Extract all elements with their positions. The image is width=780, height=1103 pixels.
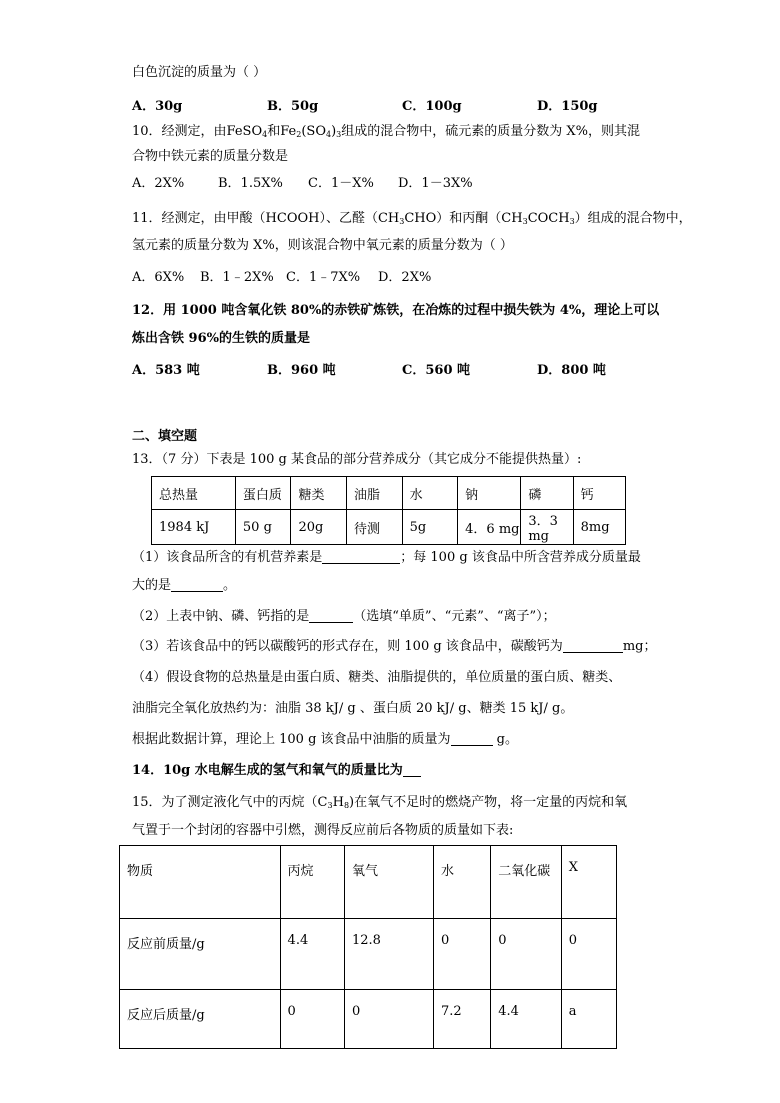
q10-text-a: 10．经测定，由 xyxy=(132,124,227,139)
q13-p1-text-b: ；每 100 g 该食品中所含营养成分质量最 xyxy=(400,550,641,565)
subscript: 2 xyxy=(296,130,302,139)
table-cell: 3．3 mg xyxy=(521,510,573,545)
answer-blank[interactable] xyxy=(171,577,223,592)
q13-part1-line2 xyxy=(132,577,236,595)
q13-p2-text-a: （2）上表中钠、磷、钙指的是 xyxy=(132,609,310,624)
subscript: 3 xyxy=(399,217,405,226)
table-header-cell: 水 xyxy=(402,477,458,510)
table-header-cell: 物质 xyxy=(120,846,281,919)
q13-part1-line1 xyxy=(132,549,641,567)
formula-part: (SO xyxy=(301,124,326,139)
table-header-cell: 糖类 xyxy=(291,477,347,510)
q13-p4-text-a: 根据此数据计算，理论上 100 g 该食品中油脂的质量为 xyxy=(132,732,451,747)
nutrition-table xyxy=(151,476,626,545)
q13-p1-text-d: 。 xyxy=(223,578,237,593)
table-row xyxy=(120,846,617,919)
q9-tail: 白色沉淀的质量为（ ） xyxy=(132,65,267,80)
answer-blank[interactable] xyxy=(563,638,623,653)
q11-option-c: C．1﹣7X% xyxy=(286,270,361,285)
table-cell: 50 g xyxy=(235,510,291,545)
q13-part3 xyxy=(132,638,656,656)
q11-text-a: 11．经测定，由甲酸（HCOOH）、乙醛（CH xyxy=(132,211,400,226)
q13-p4-text-b: g。 xyxy=(492,732,519,747)
table-header-cell: 蛋白质 xyxy=(235,477,291,510)
subscript: 3 xyxy=(522,217,528,226)
table-header-cell: X xyxy=(561,846,616,919)
q15-text-b: H xyxy=(332,795,344,810)
answer-blank[interactable] xyxy=(403,762,421,777)
q10-option-b: B．1.5X% xyxy=(218,176,283,191)
q11-line1 xyxy=(132,210,692,228)
answer-blank[interactable] xyxy=(309,608,353,623)
q13-p1-text-a: （1）该食品所含的有机营养素是 xyxy=(132,550,323,565)
q13-part2 xyxy=(132,608,556,626)
formula-fe2so43: Fe xyxy=(280,124,297,139)
subscript: 3 xyxy=(327,801,333,810)
q10-text-b: 和 xyxy=(267,124,281,139)
table-header-cell: 磷 xyxy=(521,477,573,510)
q14-text: 14．10g 水电解生成的氢气和氧气的质量比为 xyxy=(132,763,403,778)
subscript: 3 xyxy=(336,130,342,139)
q11-line2: 氢元素的质量分数为 X%，则该混合物中氧元素的质量分数为（ ） xyxy=(132,238,513,253)
q11-option-b: B．1﹣2X% xyxy=(200,270,274,285)
q13-p3-text-b: mg； xyxy=(622,639,657,654)
table-cell: 1984 kJ xyxy=(152,510,236,545)
q11-option-a: A．6X% xyxy=(132,270,185,285)
table-cell: 0 xyxy=(280,990,344,1049)
q10-option-d: D．1－3X% xyxy=(398,176,473,191)
q15-line1 xyxy=(132,794,627,812)
table-header-cell: 二氧化碳 xyxy=(491,846,562,919)
table-cell: 待测 xyxy=(347,510,403,545)
table-header-cell: 丙烷 xyxy=(280,846,344,919)
table-cell: 反应前质量/g xyxy=(120,919,281,990)
q9-option-b: B．50g xyxy=(267,99,319,114)
table-header-cell: 水 xyxy=(433,846,490,919)
q12-option-a: A．583 吨 xyxy=(132,363,200,378)
formula-feso4: FeSO xyxy=(226,124,263,139)
q15-line2: 气置于一个封闭的容器中引燃，测得反应前后各物质的质量如下表: xyxy=(132,823,514,838)
q15-text-c: )在氧气不足时的燃烧产物，将一定量的丙烷和氧 xyxy=(349,795,628,810)
q10-option-c: C．1－X% xyxy=(308,176,374,191)
q13-part4-line1: （4）假设食物的总热量是由蛋白质、糖类、油脂提供的，单位质量的蛋白质、糖类、 xyxy=(132,670,622,685)
q11-option-d: D．2X% xyxy=(378,270,432,285)
table-cell: 4.4 xyxy=(280,919,344,990)
q10-option-a: A．2X% xyxy=(132,176,185,191)
q9-option-a: A．30g xyxy=(132,99,183,114)
table-cell: 4．6 mg xyxy=(458,510,521,545)
q12-option-c: C．560 吨 xyxy=(402,363,471,378)
table-row xyxy=(152,477,626,510)
mass-table xyxy=(119,845,617,1049)
q10-text-c: 组成的混合物中，硫元素的质量分数为 X%，则其混 xyxy=(341,124,640,139)
table-row xyxy=(152,510,626,545)
q10-line1 xyxy=(132,123,640,141)
q12-line2: 炼出含铁 96%的生铁的质量是 xyxy=(132,331,310,346)
table-cell: 5g xyxy=(402,510,458,545)
table-cell: 8mg xyxy=(573,510,625,545)
table-cell: 7.2 xyxy=(433,990,490,1049)
q13-p2-text-b: （选填“单质”、“元素”、“离子”）； xyxy=(353,609,556,624)
table-header-cell: 钙 xyxy=(573,477,625,510)
q13-intro: 13．（7 分）下表是 100 g 某食品的部分营养成分（其它成分不能提供热量）: xyxy=(132,452,582,467)
table-header-cell: 钠 xyxy=(458,477,521,510)
table-cell: 0 xyxy=(491,919,562,990)
q11-text-c: COCH xyxy=(527,211,570,226)
q12-line1: 12．用 1000 吨含氧化铁 80%的赤铁矿炼铁，在冶炼的过程中损失铁为 4%，理论上可以 xyxy=(132,303,660,318)
table-header-cell: 氧气 xyxy=(344,846,433,919)
q15-text-a: 15．为了测定液化气中的丙烷（C xyxy=(132,795,328,810)
section-title: 二、填空题 xyxy=(132,429,198,444)
q13-p1-text-c: 大的是 xyxy=(132,578,172,593)
table-cell: 4.4 xyxy=(491,990,562,1049)
table-cell: 20g xyxy=(291,510,347,545)
table-cell: 反应后质量/g xyxy=(120,990,281,1049)
table-header-cell: 油脂 xyxy=(347,477,403,510)
q10-line2: 合物中铁元素的质量分数是 xyxy=(132,149,289,164)
q9-option-c: C．100g xyxy=(402,99,462,114)
table-cell: 0 xyxy=(344,990,433,1049)
q11-text-b: CHO）和丙酮（CH xyxy=(404,211,523,226)
table-cell: 12.8 xyxy=(344,919,433,990)
subscript: 8 xyxy=(343,801,350,810)
table-row xyxy=(120,990,617,1049)
subscript: 4 xyxy=(262,130,268,139)
q11-text-d: ）组成的混合物中， xyxy=(574,211,692,226)
q13-part4-line3 xyxy=(132,731,518,749)
table-header-cell: 总热量 xyxy=(152,477,236,510)
q12-option-d: D．800 吨 xyxy=(537,363,606,378)
table-cell: 0 xyxy=(433,919,490,990)
table-cell: a xyxy=(561,990,616,1049)
q13-p3-text-a: （3）若该食品中的钙以碳酸钙的形式存在，则 100 g 该食品中，碳酸钙为 xyxy=(132,639,563,654)
subscript: 3 xyxy=(569,217,575,226)
table-row xyxy=(120,919,617,990)
q12-option-b: B．960 吨 xyxy=(267,363,336,378)
table-cell: 0 xyxy=(561,919,616,990)
q13-part4-line2: 油脂完全氧化放热约为：油脂 38 kJ/ g 、蛋白质 20 kJ/ g、糖类 15 kJ/ g。 xyxy=(132,701,574,716)
formula-part: ) xyxy=(331,124,337,139)
answer-blank[interactable] xyxy=(451,731,493,746)
subscript: 4 xyxy=(325,130,332,139)
answer-blank[interactable] xyxy=(322,549,400,564)
q14 xyxy=(132,762,421,780)
q9-option-d: D．150g xyxy=(537,99,598,114)
